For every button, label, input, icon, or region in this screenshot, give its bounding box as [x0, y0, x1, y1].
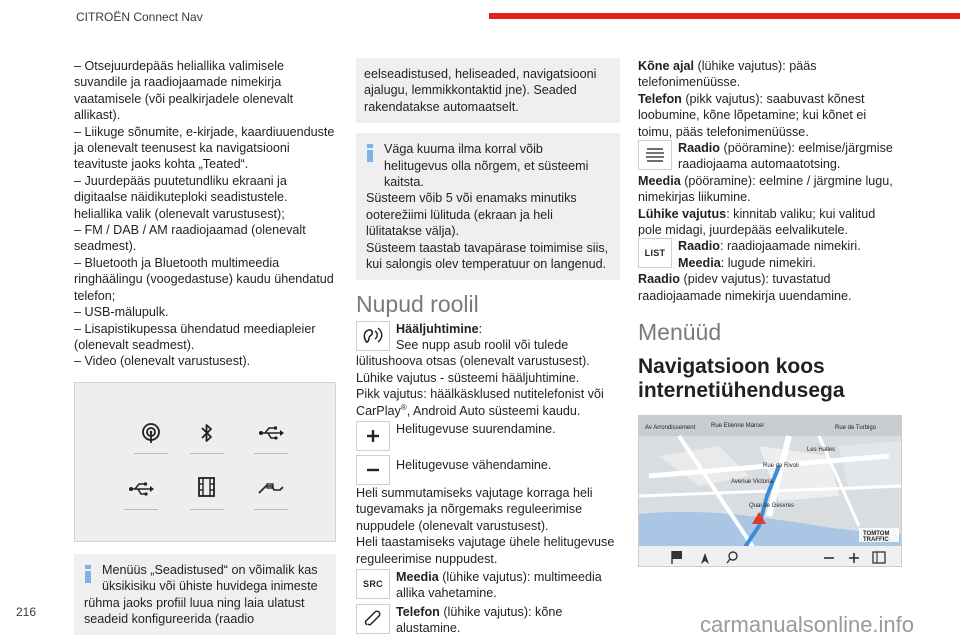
usb-icon [127, 475, 155, 503]
street-label: Rue Etienne Marcel [711, 422, 764, 429]
registered-mark: ® [400, 402, 407, 412]
phone-label: Telefon [638, 91, 682, 106]
text-line: Heli summutamiseks vajutage korraga heli tugevamaks ja nõrgemaks reguleerimise nuppudele (olenevalt varustusest). [356, 485, 593, 533]
street-label: Rue de Rivoli [763, 462, 799, 469]
text-fragment: (pööramine): eelmise/järgmise raadiojaama automaatotsing. [678, 141, 893, 172]
section-title: Nupud roolil [356, 291, 479, 318]
voice-label: Hääljuhtimine [396, 321, 479, 336]
volume-down-item [356, 455, 620, 485]
header-accent-bar [489, 13, 960, 19]
text-fragment: Pikk vajutus: häälkäsklused nutitelefonist või CarPlay [356, 387, 604, 418]
volume-up-item [356, 421, 620, 451]
text-line: – Otsejuurdepääs heliallika valimisele suvandile ja raadiojaamade nimekirja vaatamisele (või pealkirjadele olenevalt allikast). [74, 59, 294, 123]
text-line: – Bluetooth ja Bluetooth multimeedia ringhäälingu (voogedastuse) kaudu ühendatud telefon; [74, 255, 334, 303]
street-label: Rue de Turbigo [835, 424, 877, 431]
note-text: Süsteem võib 5 või enamaks minutiks ooterežiimi lülituda (ekraan ja heli lülitatakse välja). [366, 191, 577, 239]
text-line: Lühike vajutus - süsteemi hääljuhtimine. [356, 370, 580, 385]
media-label: Meedia [396, 569, 439, 584]
radio-label: Raadio [638, 272, 680, 287]
text-line: – Video (olenevalt varustusest). [74, 354, 251, 369]
note-text: Süsteem taastab tavapärase toimimise siis, kui salongis olev temperatuur on langenud. [366, 240, 609, 272]
src-button-icon: SRC [356, 569, 390, 599]
voice-colon: : [478, 321, 483, 336]
radio-icon [137, 419, 165, 447]
aux-icon [257, 475, 285, 503]
subsection-title: Navigatsioon koos internetiühendusega [638, 354, 845, 402]
column-left [74, 58, 336, 635]
tomtom-traffic-logo: TOMTOM TRAFFIC [863, 530, 890, 543]
info-icon [84, 565, 92, 583]
minus-icon [356, 455, 390, 485]
text-line: Helitugevuse suurendamine. [396, 421, 556, 436]
map-graphic [639, 416, 902, 567]
divider [190, 509, 224, 510]
text-line: Helitugevuse vähendamine. [396, 457, 552, 472]
divider [254, 453, 288, 454]
text-fragment: (lühike vajutus): pääs telefonimenüüsse. [638, 59, 817, 90]
plus-icon [356, 421, 390, 451]
media-src-item [356, 569, 620, 602]
text-fragment: , Android Auto süsteemi kaudu. [406, 403, 581, 418]
text-line: – Lisapistikupessa ühendatud meediapleier (olenevalt seadmest). [74, 321, 316, 352]
note-text: Väga kuuma ilma korral võib helitugevus olla nõrgem, et süsteemi kaitsta. [384, 142, 589, 190]
heat-warning-note [356, 133, 620, 280]
divider [254, 509, 288, 510]
video-icon [193, 473, 221, 501]
media-label: Meedia [678, 255, 721, 270]
text-fragment: (pidev vajutus): tuvastatud raadiojaamade nimekirja uuendamine. [638, 272, 852, 303]
text-fragment: (pikk vajutus): saabuvast kõnest loobumine, kõne lõpetamine; kui kõnet ei toimu, pääs telefonimenüüsse. [638, 91, 867, 139]
text-fragment: : lugude nimekiri. [720, 255, 816, 270]
phone-item [356, 604, 620, 637]
radio-label: Raadio [678, 141, 720, 156]
text-fragment: : raadiojaamade nimekiri. [720, 239, 861, 254]
divider [134, 453, 168, 454]
call-label: Kõne ajal [638, 59, 694, 73]
street-label: Avenue Victoria [731, 478, 773, 485]
text-line: – Juurdepääs puutetundliku ekraani ja digitaalse näidikuteploki seadistustele. [74, 173, 288, 205]
header-title: CITROËN Connect Nav [76, 10, 203, 24]
bluetooth-icon [193, 419, 221, 447]
column-right [638, 58, 902, 567]
watermark: carmanualsonline.info [700, 612, 915, 637]
list-button-icon: LIST [638, 238, 672, 268]
navigation-map-screenshot [638, 415, 902, 567]
note-text: rühma jaoks profiil luua ning laia ulatust seadeid konfigureerida (raadio [84, 595, 305, 626]
radio-label: Raadio [678, 239, 720, 254]
radio-rotate-item [638, 140, 902, 173]
street-label: Av Arrondissement [645, 424, 696, 431]
media-label: Meedia [638, 173, 681, 188]
voice-command-icon [356, 321, 390, 351]
phone-icon [356, 604, 390, 634]
source-icons-panel [74, 382, 336, 542]
text-fragment: (lühike vajutus): kõne alustamine. [396, 604, 563, 636]
text-line: heliallika valik (olenevalt varustusest); [74, 206, 285, 221]
usb-icon [257, 419, 285, 447]
street-label: Quai de Gesvres [749, 502, 795, 509]
info-icon [366, 144, 374, 162]
note-text: eelseadistused, heliseaded, navigatsiooni ajalugu, lemmikkontaktid jne). Seaded rakendatakse automaatselt. [364, 67, 597, 114]
text-fragment: (lühike vajutus): multimeedia allika vahetamine. [396, 569, 602, 601]
thumbwheel-icon [638, 140, 672, 170]
text-fragment: (pööramine): eelmine / järgmine lugu, nimekirjas liikumine. [638, 173, 893, 205]
voice-control-item [356, 321, 620, 351]
settings-note-continued [356, 58, 620, 123]
info-note [74, 554, 336, 636]
text-line: – Liikuge sõnumite, e-kirjade, kaardiuuenduste ja olenevalt teenusest ka navigatsiooni teavituste jaoks kohta „Teated“. [74, 124, 335, 172]
list-item [638, 238, 902, 271]
text-line: – USB-mälupulk. [74, 305, 169, 320]
column-middle [356, 58, 620, 637]
street-label: Les Halles [807, 446, 836, 453]
text-line: Heli taastamiseks vajutage ühele helitugevuse reguleerimise nuppudest. [356, 535, 615, 566]
divider [124, 509, 158, 510]
phone-label: Telefon [396, 604, 440, 619]
text-line [356, 386, 620, 419]
text-fragment: : kinnitab valiku; kui valitud pole midagi, juurdepääs eelvalikutele. [638, 206, 876, 238]
divider [190, 453, 224, 454]
text-line: – FM / DAB / AM raadiojaamad (olenevalt seadmest). [74, 223, 306, 254]
page-number: 216 [16, 605, 37, 619]
note-text: Menüüs „Seadistused“ on võimalik kas üksikisiku või ühiste huvidega inimeste [102, 562, 318, 594]
text-line: See nupp asub roolil või tulede lülitushoova otsas (olenevalt varustusest). [356, 337, 590, 369]
section-title: Menüüd [638, 319, 722, 346]
short-press-label: Lühike vajutus [638, 206, 727, 221]
